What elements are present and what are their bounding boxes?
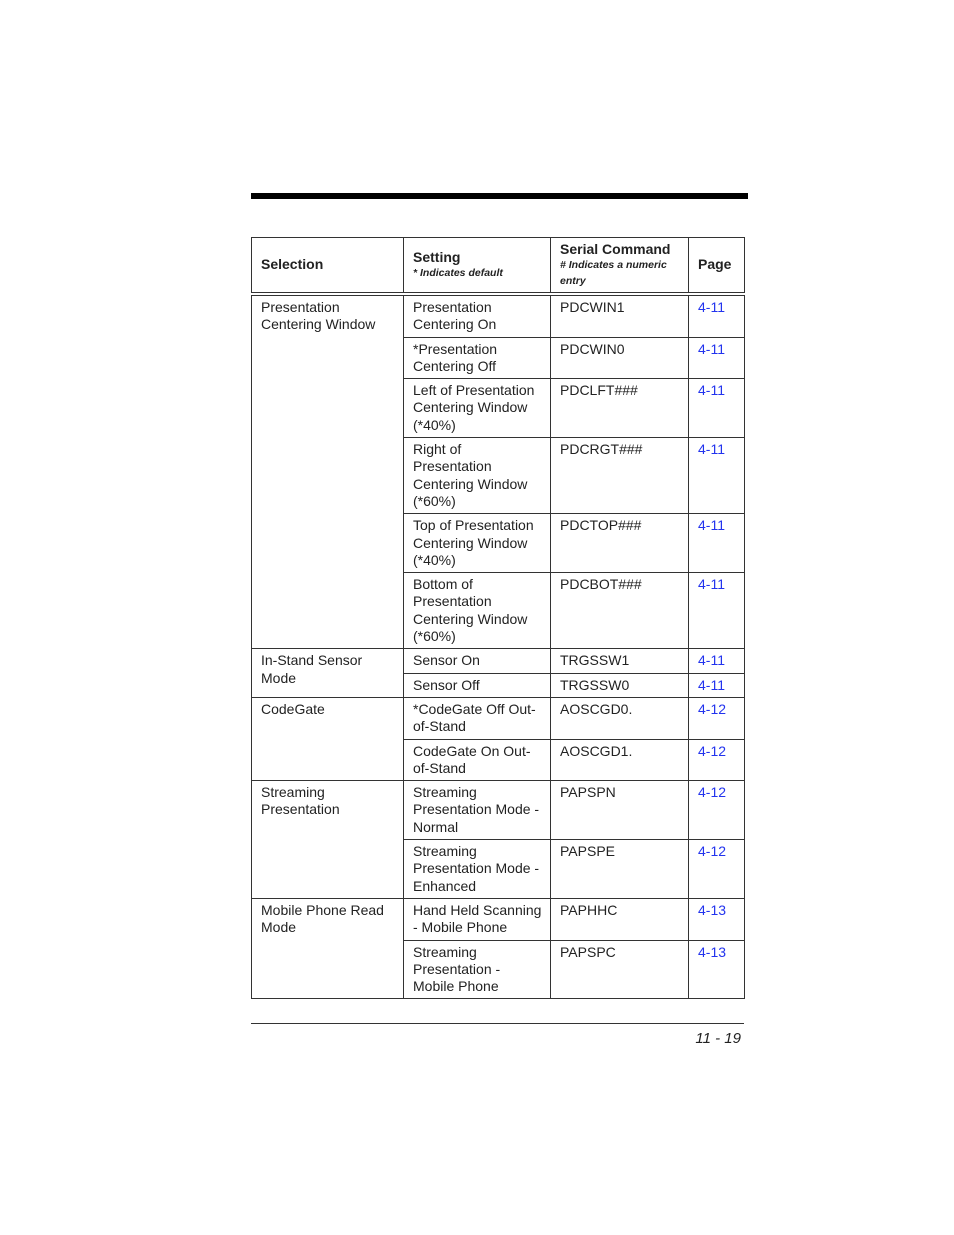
page-cell [689,294,745,337]
page-link[interactable]: 4-11 [698,441,725,458]
command-cell: PDCWIN1 [551,294,689,337]
selection-cell: Streaming Presentation [252,781,404,899]
setting-cell: Sensor On [404,649,551,673]
page-link[interactable]: 4-13 [698,901,727,918]
setting-cell: Top of Presentation Centering Window (*40%) [404,514,551,573]
table-header-row [252,238,745,295]
header-setting-note: * Indicates default [413,266,503,279]
page-cell [689,781,745,840]
page-cell [689,379,745,438]
footer-rule [251,1023,744,1024]
command-cell: TRGSSW0 [551,673,689,697]
setting-cell: Streaming Presentation - Mobile Phone [404,940,551,999]
setting-cell: Streaming Presentation Mode - Normal [404,781,551,840]
setting-cell: *CodeGate Off Out-of-Stand [404,697,551,739]
setting-cell: Hand Held Scanning - Mobile Phone [404,898,551,940]
page-cell [689,573,745,649]
command-cell: AOSCGD1. [551,739,689,781]
page-cell [689,673,745,697]
page-cell [689,649,745,673]
page-cell [689,840,745,899]
page-cell [689,438,745,514]
selection-cell: Presentation Centering Window [252,294,404,649]
top-rule [251,193,748,199]
page-link[interactable]: 4-11 [698,340,725,357]
header-serial-command [551,238,689,295]
setting-cell: Sensor Off [404,673,551,697]
page-link[interactable]: 4-11 [698,576,725,593]
page-link[interactable]: 4-12 [698,742,727,759]
header-setting [404,238,551,295]
page-cell [689,898,745,940]
page-cell [689,739,745,781]
header-serial-label: Serial Command [560,240,671,257]
command-cell: PAPSPC [551,940,689,999]
selection-cell: Mobile Phone Read Mode [252,898,404,998]
command-cell: PAPSPE [551,840,689,899]
page-link[interactable]: 4-12 [698,843,727,860]
setting-cell: CodeGate On Out-of-Stand [404,739,551,781]
header-page: Page [689,238,745,295]
command-cell: PDCWIN0 [551,337,689,379]
command-cell: PDCTOP### [551,514,689,573]
page-cell [689,337,745,379]
table-row [252,697,745,739]
command-cell: AOSCGD0. [551,697,689,739]
page-link[interactable]: 4-13 [698,943,727,960]
page-link[interactable]: 4-11 [698,676,725,693]
header-selection: Selection [252,238,404,295]
page-cell [689,940,745,999]
header-serial-note: # Indicates a numeric entry [560,259,667,287]
selection-cell: CodeGate [252,697,404,780]
table-row [252,294,745,337]
table-row [252,781,745,840]
command-table [251,237,745,999]
setting-cell: Bottom of Presentation Centering Window (*60%) [404,573,551,649]
page-link[interactable]: 4-11 [698,299,725,315]
command-cell: PDCRGT### [551,438,689,514]
page-number: 11 - 19 [695,1030,741,1047]
setting-cell: *Presentation Centering Off [404,337,551,379]
page-link[interactable]: 4-11 [698,382,725,399]
selection-cell: In-Stand Sensor Mode [252,649,404,698]
page-link[interactable]: 4-12 [698,784,727,801]
setting-cell: Left of Presentation Centering Window (*40%) [404,379,551,438]
command-cell: TRGSSW1 [551,649,689,673]
page-link[interactable]: 4-11 [698,517,725,534]
command-cell: PAPHHC [551,898,689,940]
page-link[interactable]: 4-12 [698,700,727,717]
table-row [252,898,745,940]
table-row [252,649,745,673]
header-setting-label: Setting [413,248,461,265]
setting-cell: Right of Presentation Centering Window (*60%) [404,438,551,514]
command-cell: PDCLFT### [551,379,689,438]
page-cell [689,514,745,573]
command-cell: PDCBOT### [551,573,689,649]
page-link[interactable]: 4-11 [698,652,725,669]
command-cell: PAPSPN [551,781,689,840]
setting-cell: Presentation Centering On [404,294,551,337]
page-cell [689,697,745,739]
setting-cell: Streaming Presentation Mode - Enhanced [404,840,551,899]
